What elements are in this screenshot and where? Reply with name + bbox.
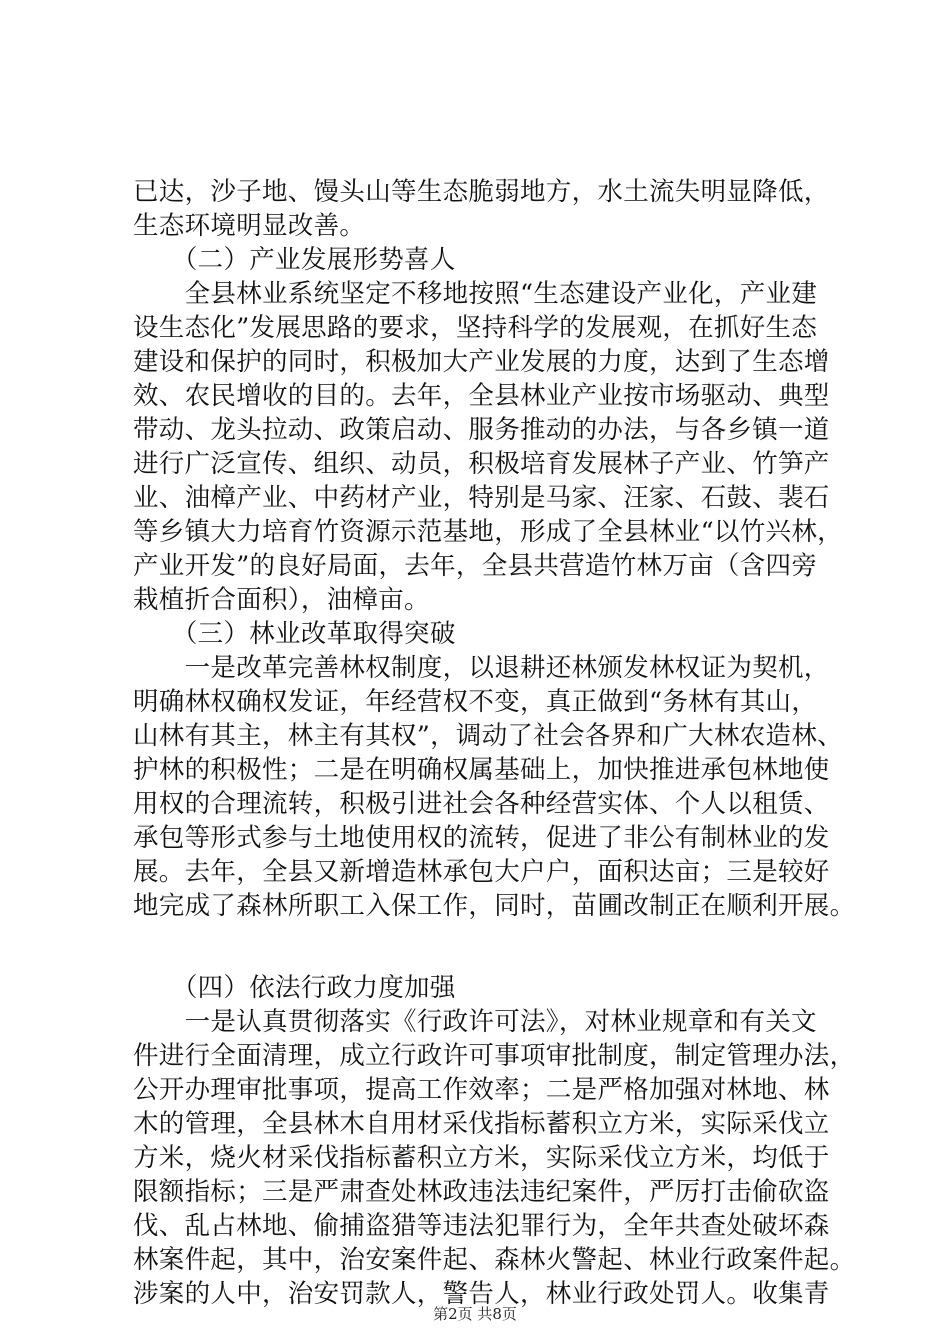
paragraph-line: 展。去年，全县又新增造林承包大户户，面积达亩；三是较好	[133, 857, 830, 887]
paragraph-line: 承包等形式参与土地使用权的流转，促进了非公有制林业的发	[133, 823, 830, 853]
paragraph-line: 一是改革完善林权制度，以退耕还林颁发林权证为契机，	[133, 653, 830, 683]
paragraph-line: 用权的合理流转，积极引进社会各种经营实体、个人以租赁、	[133, 789, 830, 819]
section-heading: （二）产业发展形势喜人	[133, 245, 456, 275]
paragraph-line: 一是认真贯彻落实《行政许可法》，对林业规章和有关文	[133, 1007, 817, 1037]
paragraph-line: 护林的积极性；二是在明确权属基础上，加快推进承包林地使	[133, 755, 830, 785]
paragraph-line: 业、油樟产业、中药材产业，特别是马家、汪家、石鼓、裴石	[133, 483, 830, 513]
section-heading: （四）依法行政力度加强	[133, 973, 456, 1003]
paragraph-line: 林案件起，其中，治安案件起、森林火警起、林业行政案件起。	[133, 1245, 856, 1275]
section-heading: （三）林业改革取得突破	[133, 619, 456, 649]
paragraph-line: 木的管理，全县林木自用材采伐指标蓄积立方米，实际采伐立	[133, 1109, 830, 1139]
paragraph-line: 公开办理审批事项，提高工作效率；二是严格加强对林地、林	[133, 1075, 830, 1105]
paragraph-line: 限额指标；三是严肃查处林政违法违纪案件，严厉打击偷砍盗	[133, 1177, 830, 1207]
paragraph-line: 件进行全面清理，成立行政许可事项审批制度，制定管理办法，	[133, 1041, 856, 1071]
page-number-footer: 第2页 共8页	[433, 1305, 517, 1323]
paragraph-line: 建设和保护的同时，积极加大产业发展的力度，达到了生态增	[133, 347, 830, 377]
paragraph-line: 已达，沙子地、馒头山等生态脆弱地方，水土流失明显降低，	[133, 177, 830, 207]
paragraph-line: 效、农民增收的目的。去年，全县林业产业按市场驱动、典型	[133, 381, 830, 411]
paragraph-line: 山林有其主，林主有其权”，调动了社会各界和广大林农造林、	[133, 721, 843, 751]
paragraph-line: 设生态化”发展思路的要求，坚持科学的发展观，在抓好生态	[133, 313, 818, 343]
paragraph-line: 涉案的人中，治安罚款人，警告人，林业行政处罚人。收集青	[133, 1279, 830, 1309]
paragraph-line: 等乡镇大力培育竹资源示范基地，形成了全县林业“以竹兴林，	[133, 517, 843, 547]
paragraph-line: 方米，烧火材采伐指标蓄积立方米，实际采伐立方米，均低于	[133, 1143, 830, 1173]
paragraph-line: 明确林权确权发证，年经营权不变，真正做到“务林有其山，	[133, 687, 818, 717]
paragraph-line: 栽植折合面积），油樟亩。	[133, 585, 430, 615]
paragraph-line: 伐、乱占林地、偷捕盗猎等违法犯罪行为，全年共查处破坏森	[133, 1211, 830, 1241]
paragraph-line: 全县林业系统坚定不移地按照“生态建设产业化，产业建	[133, 279, 818, 309]
paragraph-line: 地完成了森林所职工入保工作，同时，苗圃改制正在顺利开展。	[133, 891, 856, 921]
paragraph-line: 进行广泛宣传、组织、动员，积极培育发展林子产业、竹笋产	[133, 449, 830, 479]
paragraph-line: 产业开发”的良好局面，去年，全县共营造竹林万亩（含四旁	[133, 551, 818, 581]
paragraph-line: 带动、龙头拉动、政策启动、服务推动的办法，与各乡镇一道	[133, 415, 830, 445]
paragraph-line: 生态环境明显改善。	[133, 211, 366, 241]
